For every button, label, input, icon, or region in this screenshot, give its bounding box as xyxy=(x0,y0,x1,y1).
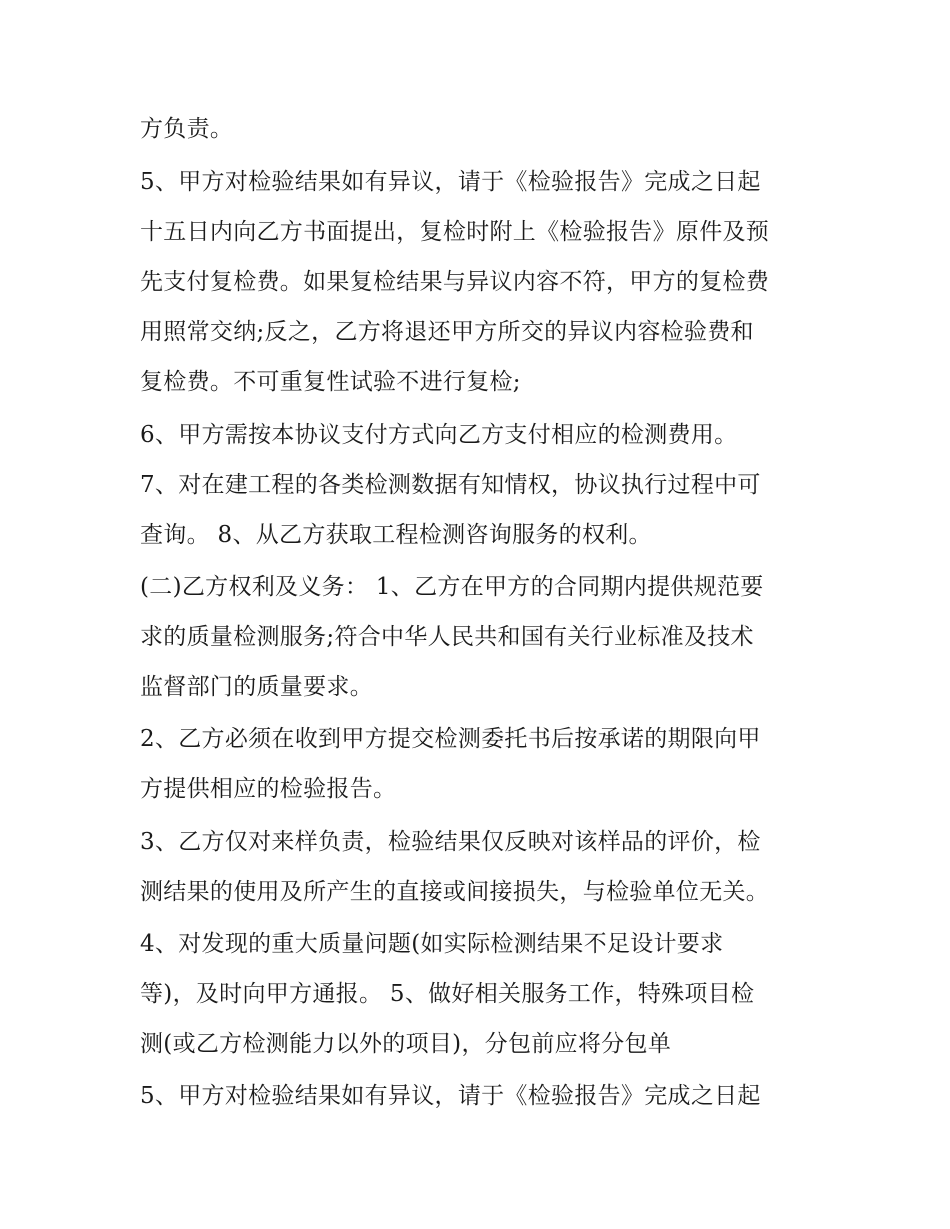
text-line: 5、甲方对检验结果如有异议，请于《检验报告》完成之日起 xyxy=(140,169,761,195)
text-line: 等)，及时向甲方通报。 5、做好相关服务工作，特殊项目检 xyxy=(140,981,755,1007)
text-line: 监督部门的质量要求。 xyxy=(140,674,373,700)
text-line: 方负责。 xyxy=(140,116,234,142)
text-line: 4、对发现的重大质量问题(如实际检测结果不足设计要求 xyxy=(140,931,724,957)
text-line: 复检费。不可重复性试验不进行复检; xyxy=(140,369,521,395)
text-line: 测(或乙方检测能力以外的项目)，分包前应将分包单 xyxy=(140,1031,672,1057)
text-line: 方提供相应的检验报告。 xyxy=(140,776,397,802)
text-line: 5、甲方对检验结果如有异议，请于《检验报告》完成之日起 xyxy=(140,1083,761,1109)
text-line: 2、乙方必须在收到甲方提交检测委托书后按承诺的期限向甲 xyxy=(140,726,761,752)
text-line: 6、甲方需按本协议支付方式向乙方支付相应的检测费用。 xyxy=(140,422,738,448)
text-line: 用照常交纳;反之，乙方将退还甲方所交的异议内容检验费和 xyxy=(140,319,754,345)
text-line: (二)乙方权利及义务： 1、乙方在甲方的合同期内提供规范要 xyxy=(140,574,764,600)
text-line: 查询。 8、从乙方获取工程检测咨询服务的权利。 xyxy=(140,522,652,548)
text-line: 先支付复检费。如果复检结果与异议内容不符，甲方的复检费 xyxy=(140,269,770,295)
text-line: 3、乙方仅对来样负责，检验结果仅反映对该样品的评价，检 xyxy=(140,829,761,855)
text-line: 测结果的使用及所产生的直接或间接损失，与检验单位无关。 xyxy=(140,879,770,905)
text-line: 十五日内向乙方书面提出，复检时附上《检验报告》原件及预 xyxy=(140,219,770,245)
text-line: 求的质量检测服务;符合中华人民共和国有关行业标准及技术 xyxy=(140,624,754,650)
text-line: 7、对在建工程的各类检测数据有知情权，协议执行过程中可 xyxy=(140,472,761,498)
